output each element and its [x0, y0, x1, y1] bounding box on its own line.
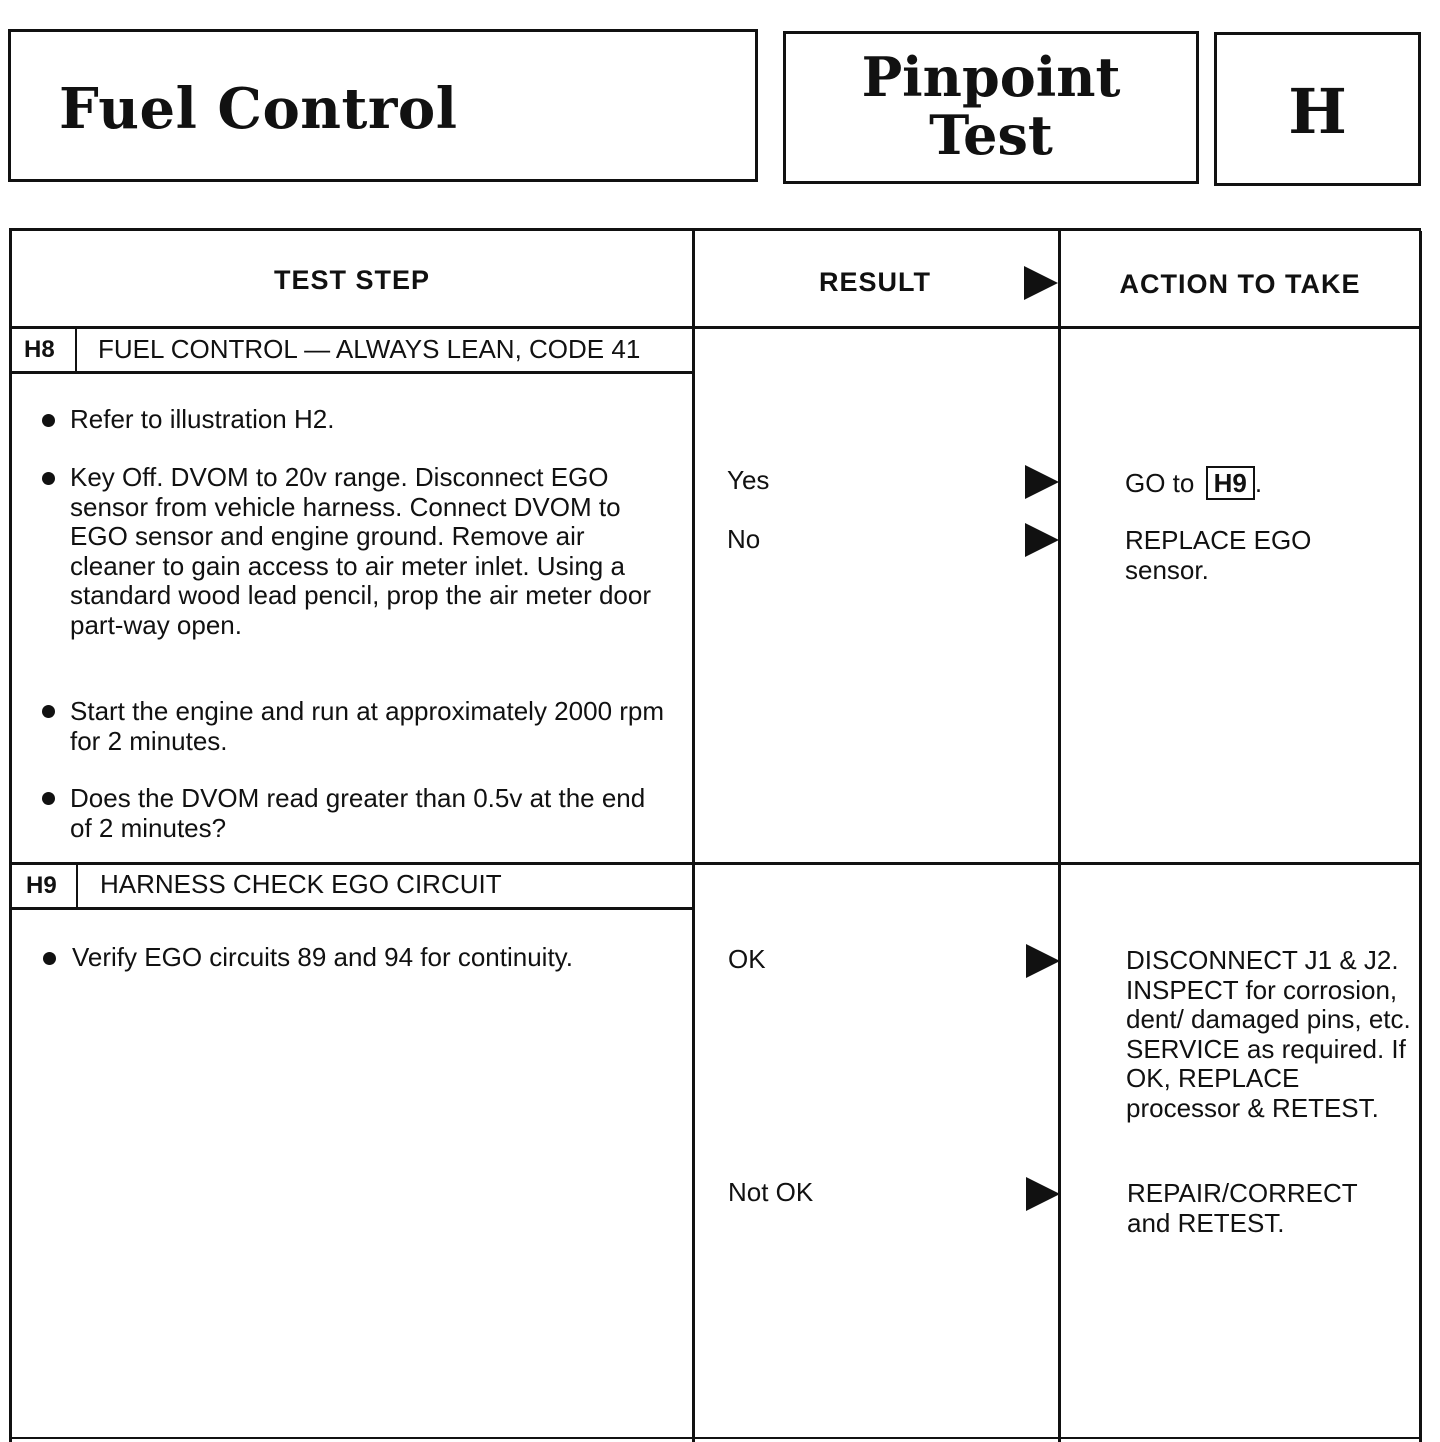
- pinpoint-line1: Pinpoint: [861, 45, 1121, 109]
- result-arrow-icon: [1025, 523, 1059, 557]
- pinpoint-box: [783, 31, 1199, 184]
- step-title-h9: HARNESS CHECK EGO CIRCUIT: [100, 869, 502, 899]
- bullet-icon: [38, 408, 64, 434]
- bullet-icon: [38, 699, 64, 725]
- test-code-box: [1214, 32, 1421, 186]
- h8-action-yes-prefix: GO to: [1125, 468, 1195, 498]
- table-right-border: [1419, 231, 1422, 1442]
- col-header-result: RESULT: [819, 267, 931, 297]
- h9-title-bottom: [9, 907, 695, 910]
- h8-row-bottom: [9, 862, 1421, 865]
- h8-bullet-3: Start the engine and run at approximately 2000 rpm for 2 minutes.: [70, 696, 665, 756]
- step-title-h8: FUEL CONTROL — ALWAYS LEAN, CODE 41: [98, 334, 641, 364]
- h8-result-no: No: [727, 524, 761, 554]
- step-ref-h9[interactable]: H9: [1206, 466, 1255, 500]
- table-left-border: [9, 228, 12, 1442]
- h9-action-not-ok: REPAIR/CORRECT and RETEST.: [1127, 1178, 1358, 1238]
- h8-title-bottom: [9, 371, 695, 374]
- h9-result-ok: OK: [728, 944, 766, 974]
- result-arrow-icon: [1026, 944, 1060, 978]
- h8-bullet-2: Key Off. DVOM to 20v range. Disconnect EGO sensor from vehicle harness. Connect DVOM to EGO sensor and engine ground. Remove air cleaner to gain access to air meter inlet. Using a standard wood lead pencil, prop the air meter door part-way open.: [70, 462, 652, 640]
- table-col-divider-2: [1058, 231, 1061, 1442]
- table-col-divider-1: [692, 231, 695, 1442]
- col-header-action: ACTION TO TAKE: [1119, 269, 1361, 299]
- pinpoint-line2: Test: [929, 103, 1053, 167]
- test-code: H: [1288, 75, 1347, 148]
- result-arrow-icon: [1025, 465, 1059, 499]
- page-title: Fuel Control: [59, 76, 458, 142]
- header-row-bottom: [9, 326, 1421, 329]
- bullet-icon: [38, 786, 64, 812]
- step-id-h9: H9: [26, 872, 57, 899]
- h9-result-not-ok: Not OK: [728, 1177, 814, 1207]
- h8-bullet-4: Does the DVOM read greater than 0.5v at the end of 2 minutes?: [70, 783, 646, 843]
- h9-id-divider: [76, 865, 78, 909]
- table-top-border: [9, 228, 1421, 231]
- h8-action-yes: [1125, 466, 1415, 500]
- h8-bullet-1: Refer to illustration H2.: [70, 404, 335, 434]
- table-bottom-border: [9, 1437, 1421, 1439]
- h8-id-divider: [75, 329, 77, 373]
- h8-result-yes: Yes: [727, 465, 770, 495]
- h8-action-no: REPLACE EGO sensor.: [1125, 525, 1312, 585]
- title-box: [8, 29, 758, 182]
- step-id-h8: H8: [24, 336, 55, 363]
- header-arrow-icon: [1024, 266, 1058, 300]
- bullet-icon: [38, 466, 64, 492]
- h9-bullet-1: Verify EGO circuits 89 and 94 for continuity.: [72, 942, 573, 972]
- result-arrow-icon: [1026, 1177, 1060, 1211]
- h8-action-yes-suffix: .: [1254, 468, 1263, 498]
- bullet-icon: [39, 946, 65, 972]
- h9-action-ok: DISCONNECT J1 & J2. INSPECT for corrosion, dent/ damaged pins, etc. SERVICE as required. If OK, REPLACE processor & RETEST.: [1126, 945, 1411, 1123]
- col-header-test-step: TEST STEP: [273, 265, 431, 295]
- pinpoint-test-label: [786, 45, 1196, 167]
